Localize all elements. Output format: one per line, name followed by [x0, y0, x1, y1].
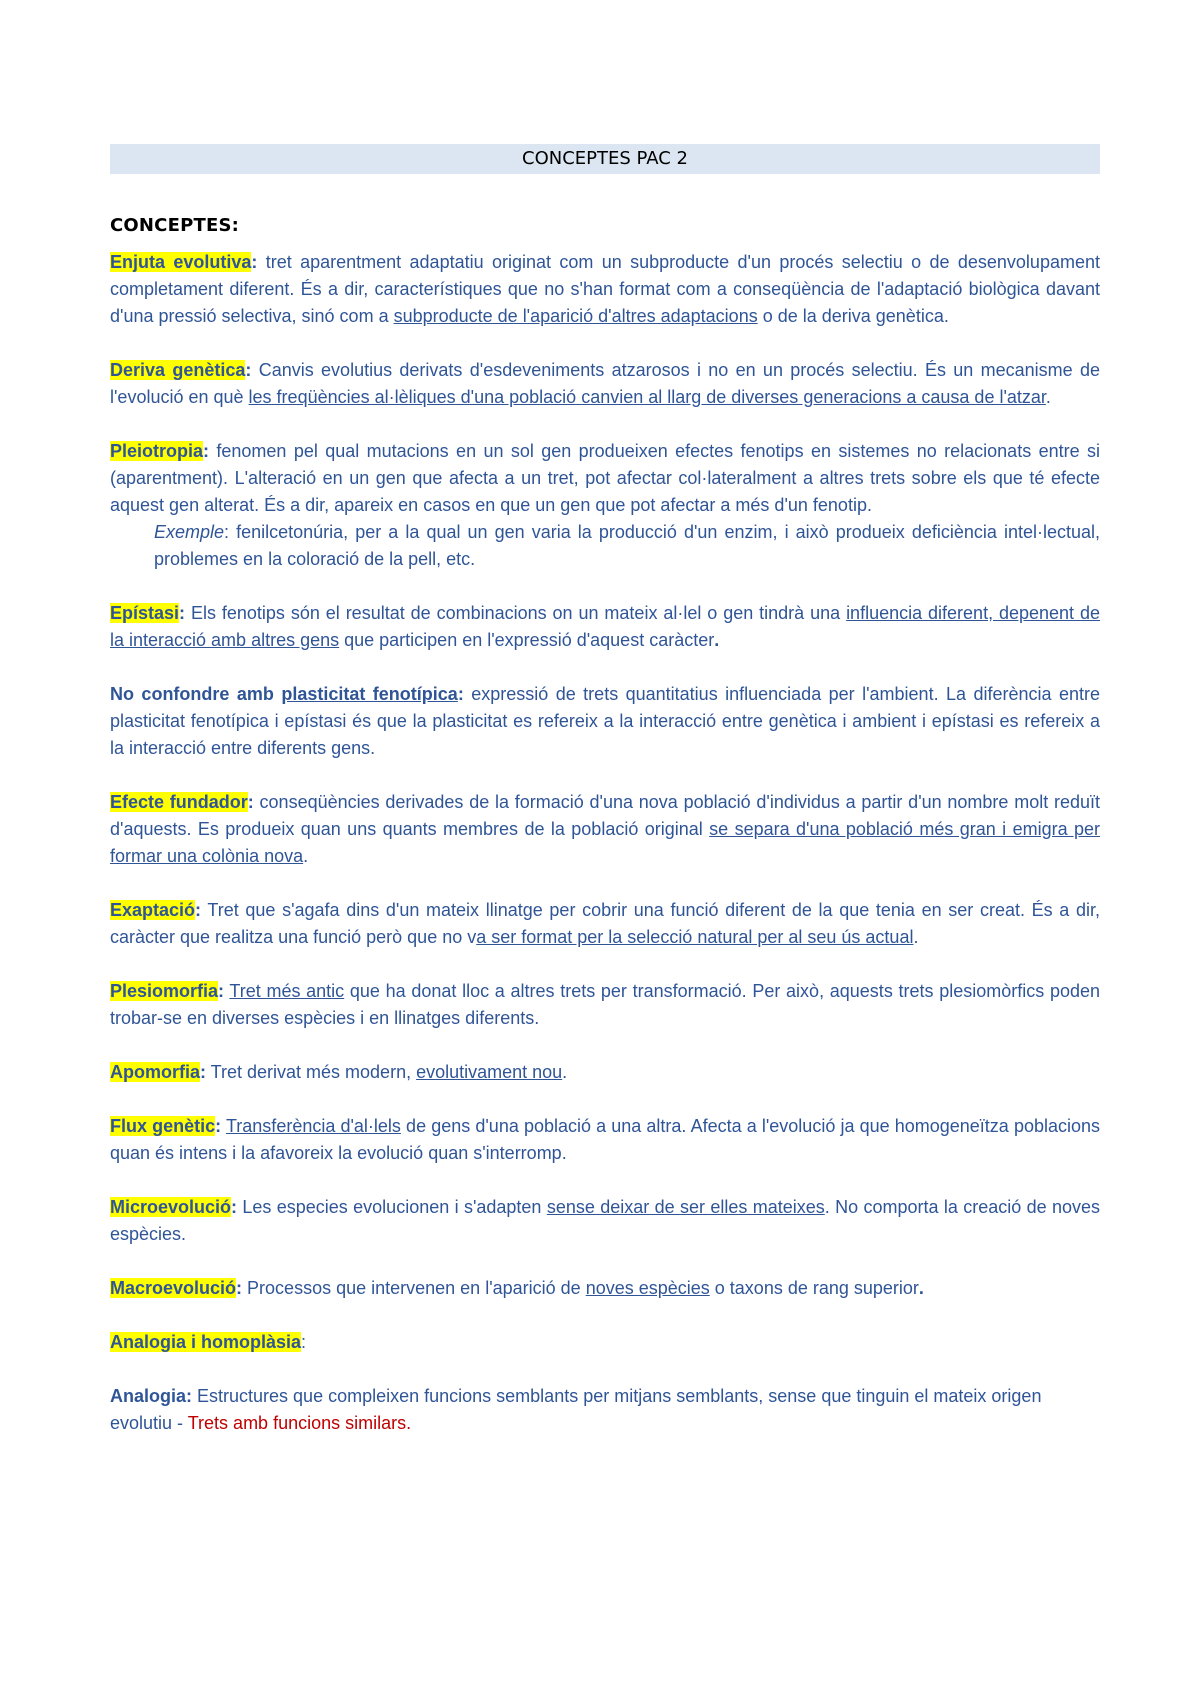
entry-analogia [110, 1383, 1100, 1437]
entry-text: o taxons de rang superior [709, 1278, 919, 1298]
term-colon: : [251, 252, 258, 272]
term-pleiotropia: Pleiotropia [110, 441, 204, 461]
entry-deriva [110, 357, 1100, 411]
entry-text: que ha donat lloc a altres trets per transformació. Per això, aquests trets plesiomòrfics poden trobar-se en diverses espècies i en llinatges diferents. [110, 981, 1100, 1028]
document-content [110, 144, 1100, 1464]
entry-exaptacio [110, 897, 1100, 951]
underlined-phrase: sense deixar de ser elles mateixes [546, 1197, 825, 1217]
entry-text: Processos que intervenen en l'aparició de [242, 1278, 586, 1298]
entry-end: . [714, 630, 720, 650]
red-summary: Trets amb funcions similars. [187, 1413, 412, 1433]
term-colon: : [457, 684, 464, 704]
entry-text: Tret que s'agafa dins d'un mateix llinatge per cobrir una funció diferent de la que tenia en ser creat. És a dir, caràcter que realitza una funció però que no v [110, 900, 1100, 947]
entry-flux [110, 1113, 1100, 1167]
term-fundador: Efecte fundador [110, 792, 248, 812]
entry-micro [110, 1194, 1100, 1248]
entry-apomorfia [110, 1059, 1100, 1086]
entry-body [110, 438, 1100, 519]
term-deriva: Deriva genètica [110, 360, 246, 380]
term-colon: : [247, 792, 254, 812]
term-colon: : [231, 1197, 238, 1217]
term-analogia-homoplasia: Analogia i homoplàsia [110, 1332, 302, 1352]
entry-text: o de la deriva genètica. [757, 306, 949, 326]
entry-text: . [1045, 387, 1051, 407]
entry-text: fenomen pel qual mutacions en un sol gen produeixen efectes fenotips en sistemes no relacionats entre si (aparentment). L'alteració en un gen que afecta a un tret, pot afectar col·lateralment a altres trets sobre els que té efecte aquest gen alterat. És a dir, apareix en casos en que un gen que pot afectar a més d'un fenotip. [110, 441, 1100, 515]
entry-text: que participen en l'expressió d'aquest caràcter [339, 630, 715, 650]
term-apomorfia: Apomorfia [110, 1062, 200, 1082]
example-block [154, 519, 1100, 573]
term-plasticitat-lead: No confondre amb [110, 684, 282, 704]
entry-text: Tret derivat més modern, [206, 1062, 417, 1082]
term-epistasi: Epístasi [110, 603, 180, 623]
entry-macro [110, 1275, 1100, 1302]
entry-text: . [913, 927, 919, 947]
entry-text: Canvis evolutius derivats d'esdeveniments atzarosos i no en un procés selectiu. És un mecanisme de l'evolució en què [110, 360, 1100, 407]
section-heading: CONCEPTES: [110, 215, 240, 236]
underlined-phrase: evolutivament nou [416, 1062, 563, 1082]
entry-plasticitat [110, 681, 1100, 762]
term-colon: : [301, 1332, 307, 1352]
entry-plesiomorfia [110, 978, 1100, 1032]
example-text: : fenilcetonúria, per a la qual un gen varia la producció d'un enzim, i això produeix deficiència intel·lectual, problemes en la coloració de la pell, etc. [154, 522, 1100, 569]
term-analogia: Analogia: [110, 1386, 193, 1406]
underlined-phrase: les freqüències al·lèliques d'una població canvien al llarg de diverses generacions a causa de l'atzar [248, 387, 1046, 407]
entry-end: . [918, 1278, 924, 1298]
term-plesiomorfia: Plesiomorfia [110, 981, 219, 1001]
entry-analogia-homoplasia [110, 1329, 1100, 1356]
entry-text: expressió de trets quantitatius influenciada per l'ambient. La diferència entre plasticitat fenotípica i epístasi és que la plasticitat es refereix a la interacció entre genètica i ambient i epístasi es refereix a la interacció entre diferents gens. [110, 684, 1100, 758]
underlined-phrase: noves espècies [585, 1278, 710, 1298]
underlined-phrase: a ser format per la selecció natural per al seu ús actual [476, 927, 914, 947]
entry-text: . [303, 846, 309, 866]
term-colon: : [203, 441, 210, 461]
term-colon: : [215, 1116, 222, 1136]
term-colon: : [245, 360, 252, 380]
entry-text: de gens d'una població a una altra. Afecta a l'evolució ja que homogeneïtza poblacions quan és intens i la afavoreix la evolució quan s'interromp. [110, 1116, 1101, 1163]
term-macro: Macroevolució [110, 1278, 237, 1298]
entry-text: . [562, 1062, 568, 1082]
underlined-phrase: Transferència d'al·lels [225, 1116, 401, 1136]
term-enjuta: Enjuta evolutiva [110, 252, 252, 272]
term-colon: : [200, 1062, 206, 1082]
underlined-phrase: subproducte de l'aparició d'altres adaptacions [393, 306, 758, 326]
entry-epistasi [110, 600, 1100, 654]
underlined-phrase: influencia diferent, depenent de la interacció amb altres gens [110, 603, 1100, 650]
entry-text: tret aparentment adaptatiu originat com un subproducte d'un procés selectiu o de desenvolupament completament diferent. És a dir, característiques que no s'han format com a conseqüència de l'adaptació biològica davant d'una pressió selectiva, sinó com a [110, 252, 1100, 326]
entry-fundador [110, 789, 1100, 870]
term-colon: : [218, 981, 225, 1001]
example-label: Exemple [154, 522, 225, 542]
entry-text: conseqüències derivades de la formació d'una nova població d'individus a partir d'un nombre molt reduït d'aquests. Es produeix quan uns quants membres de la població original [110, 792, 1100, 839]
term-flux: Flux genètic [110, 1116, 216, 1136]
document-title: CONCEPTES PAC 2 [110, 144, 1100, 174]
entry-pleiotropia [110, 438, 1100, 573]
term-colon: : [195, 900, 202, 920]
underlined-phrase: se separa d'una població més gran i emigra per formar una colònia nova [110, 819, 1101, 866]
entry-text: Estructures que compleixen funcions semblants per mitjans semblants, sense que tinguin el mateix origen evolutiu - [110, 1386, 1042, 1433]
term-plasticitat: plasticitat fenotípica [281, 684, 458, 704]
entry-enjuta [110, 249, 1100, 330]
term-micro: Microevolució [110, 1197, 232, 1217]
term-colon: : [179, 603, 186, 623]
term-colon: : [236, 1278, 243, 1298]
underlined-phrase: Tret més antic [229, 981, 345, 1001]
entry-text: Les especies evolucionen i s'adapten [237, 1197, 547, 1217]
entry-text: . No comporta la creació de noves espècies. [110, 1197, 1101, 1244]
entry-text: Els fenotips són el resultat de combinacions on un mateix al·lel o gen tindrà una [185, 603, 847, 623]
term-exaptacio: Exaptació [110, 900, 196, 920]
